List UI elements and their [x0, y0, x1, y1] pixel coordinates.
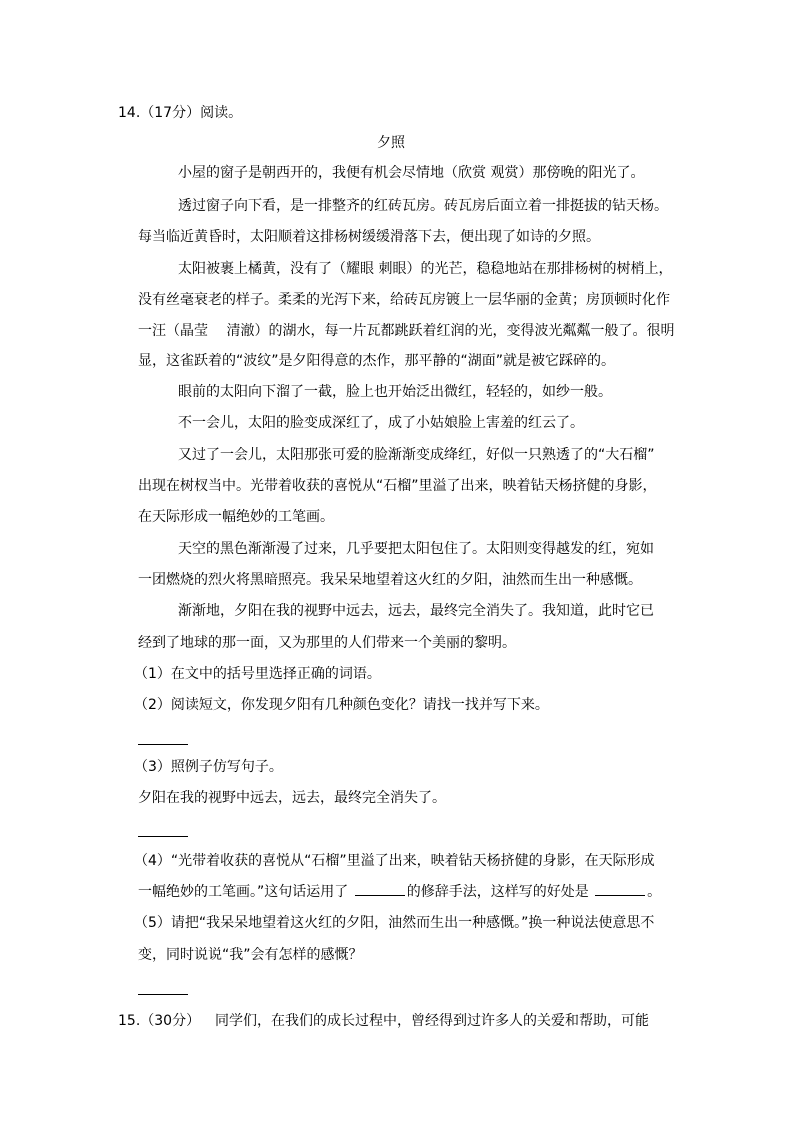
passage-title: 夕照	[377, 135, 405, 151]
question-15-header: 15.（30分）	[118, 1013, 201, 1029]
answer-blank-4a[interactable]	[355, 883, 405, 896]
answer-blank-4b[interactable]	[595, 883, 645, 896]
answer-blank-3[interactable]	[138, 836, 188, 837]
subquestion-4-text-c: 。	[647, 884, 662, 900]
passage-line: 没有丝毫衰老的样子。柔柔的光泻下来，给砖瓦房镀上一层华丽的金黄；房顶顿时化作	[138, 292, 670, 308]
passage-line: 显，这雀跃着的“波纹”是夕阳得意的杰作，那平静的“湖面”就是被它踩碎的。	[138, 353, 616, 369]
passage-line: 不一会儿，太阳的脸变成深红了，成了小姑娘脸上害羞的红云了。	[178, 415, 584, 431]
subquestion-4-text-b: 的修辞手法，这样写的好处是	[406, 884, 594, 900]
subquestion-3: （3）照例子仿写句子。	[134, 759, 283, 775]
question-14-header: 14.（17分）阅读。	[118, 105, 243, 121]
subquestion-3-example: 夕阳在我的视野中远去，远去，最终完全消失了。	[138, 790, 446, 806]
passage-line: 出现在树杈当中。光带着收获的喜悦从“石榴”里溢了出来，映着钻天杨挤健的身影，	[138, 478, 657, 494]
passage-line: 在天际形成一幅绝妙的工笔画。	[138, 509, 334, 525]
passage-line: 透过窗子向下看，是一排整齐的红砖瓦房。砖瓦房后面立着一排挺拔的钻天杨。	[178, 198, 668, 214]
passage-line: 经到了地球的那一面，又为那里的人们带来一个美丽的黎明。	[138, 635, 516, 651]
answer-blank-2[interactable]	[138, 744, 188, 745]
question-15-text: 同学们，在我们的成长过程中，曾经得到过许多人的关爱和帮助，可能	[215, 1013, 649, 1029]
passage-line: 小屋的窗子是朝西开的，我便有机会尽情地（欣赏 观赏）那傍晚的阳光了。	[178, 165, 645, 181]
passage-line: 太阳被裹上橘黄，没有了（耀眼 刺眼）的光芒，稳稳地站在那排杨树的树梢上，	[178, 261, 673, 277]
subquestion-4-line2	[138, 883, 661, 901]
subquestion-5-line1: （5）请把“我呆呆地望着这火红的夕阳，油然而生出一种感慨。”换一种说法使意思不	[134, 915, 655, 931]
subquestion-4-line1: （4）“光带着收获的喜悦从“石榴”里溢了出来，映着钻天杨挤健的身影，在天际形成	[134, 853, 655, 869]
subquestion-4-text-a: 一幅绝妙的工笔画。”这句话运用了	[138, 884, 353, 900]
passage-line: 渐渐地，夕阳在我的视野中远去，远去，最终完全消失了。我知道，此时它已	[178, 603, 654, 619]
subquestion-5-line2: 变，同时说说“我”会有怎样的感慨？	[138, 947, 363, 963]
passage-line: 眼前的太阳向下溜了一截，脸上也开始泛出微红，轻轻的，如纱一般。	[178, 384, 612, 400]
subquestion-2: （2）阅读短文，你发现夕阳有几种颜色变化？请找一找并写下来。	[134, 697, 549, 713]
subquestion-1: （1）在文中的括号里选择正确的词语。	[134, 666, 381, 682]
passage-line: 天空的黑色渐渐漫了过来，几乎要把太阳包住了。太阳则变得越发的红，宛如	[178, 541, 654, 557]
passage-line: 又过了一会儿，太阳那张可爱的脸渐渐变成绛红，好似一只熟透了的“大石榴”	[178, 447, 655, 463]
passage-line: 一团燃烧的烈火将黑暗照亮。我呆呆地望着这火红的夕阳，油然而生出一种感慨。	[138, 572, 642, 588]
answer-blank-5[interactable]	[138, 994, 188, 995]
passage-line: 每当临近黄昏时，太阳顺着这排杨树缓缓滑落下去，便出现了如诗的夕照。	[138, 229, 600, 245]
passage-line: 一汪（晶莹 清澈）的湖水，每一片瓦都跳跃着红润的光，变得波光粼粼一般了。很明	[138, 323, 675, 339]
